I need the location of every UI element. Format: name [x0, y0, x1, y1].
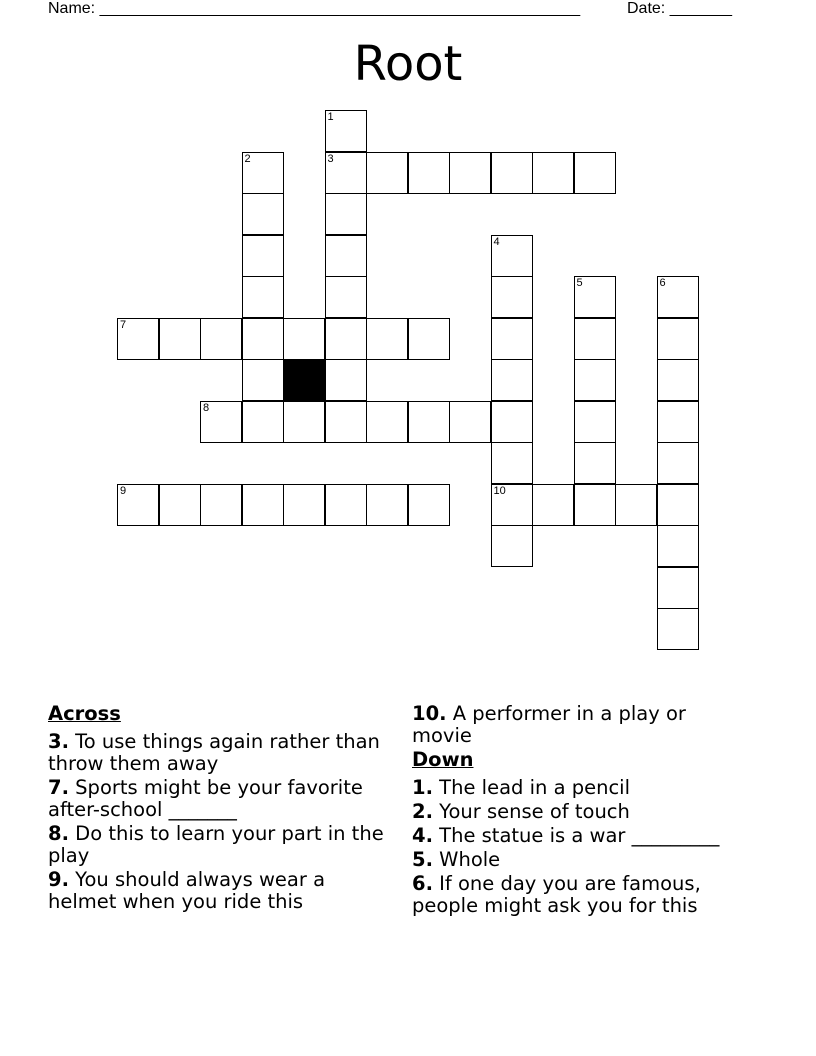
grid-cell[interactable] — [366, 318, 408, 360]
clue-item-text: Do this to learn your part in the play — [48, 822, 384, 867]
clue-item — [412, 703, 742, 747]
grid-cell[interactable] — [532, 152, 574, 194]
grid-cell[interactable] — [657, 484, 699, 526]
grid-cell[interactable] — [491, 525, 533, 567]
clue-item-text: You should always wear a helmet when you ride this — [48, 868, 326, 913]
clue-item-text: Sports might be your favorite after-school _______ — [48, 776, 363, 821]
grid-cell[interactable] — [283, 318, 325, 360]
grid-cell[interactable] — [366, 401, 408, 443]
clue-number: 8 — [203, 401, 210, 414]
grid-cell[interactable] — [242, 235, 284, 277]
clues-column-right — [412, 703, 742, 919]
clue-number: 6 — [659, 277, 666, 289]
grid-cell[interactable] — [242, 276, 284, 318]
grid-cell[interactable] — [574, 401, 616, 443]
grid-cell[interactable] — [325, 484, 367, 526]
black-cell — [283, 359, 325, 401]
clue-item-number: 6. — [412, 872, 433, 895]
grid-cell[interactable] — [408, 484, 450, 526]
clue-number: 9 — [120, 484, 127, 497]
grid-cell[interactable] — [325, 110, 367, 152]
grid-cell[interactable] — [242, 152, 284, 194]
clue-item-number: 1. — [412, 776, 433, 799]
clue-item-text: A performer in a play or movie — [412, 702, 686, 747]
grid-cell[interactable] — [574, 318, 616, 360]
grid-cell[interactable] — [366, 152, 408, 194]
clue-item-number: 7. — [48, 776, 69, 799]
grid-cell[interactable] — [657, 525, 699, 567]
grid-cell[interactable] — [408, 318, 450, 360]
grid-cell[interactable] — [408, 401, 450, 443]
clue-item-number: 2. — [412, 800, 433, 823]
grid-cell[interactable] — [657, 359, 699, 401]
grid-cell[interactable] — [242, 318, 284, 360]
grid-cell[interactable] — [325, 276, 367, 318]
clue-item — [48, 731, 393, 775]
grid-cell[interactable] — [242, 193, 284, 235]
grid-cell[interactable] — [117, 484, 159, 526]
clue-item — [412, 825, 742, 847]
grid-cell[interactable] — [574, 152, 616, 194]
clue-number: 2 — [244, 152, 251, 165]
grid-cell[interactable] — [491, 235, 533, 277]
grid-cell[interactable] — [325, 193, 367, 235]
grid-cell[interactable] — [449, 401, 491, 443]
grid-cell[interactable] — [574, 359, 616, 401]
grid-cell[interactable] — [408, 152, 450, 194]
across-clue-list-continued — [412, 703, 742, 747]
page-title: Root — [353, 36, 463, 92]
grid-cell[interactable] — [283, 401, 325, 443]
clue-item — [48, 869, 393, 913]
grid-cell[interactable] — [615, 484, 657, 526]
grid-cell[interactable] — [657, 276, 699, 318]
clue-item-number: 5. — [412, 848, 433, 871]
clue-item — [412, 849, 742, 871]
grid-cell[interactable] — [242, 484, 284, 526]
grid-cell[interactable] — [159, 484, 201, 526]
grid-cell[interactable] — [491, 318, 533, 360]
grid-cell[interactable] — [283, 484, 325, 526]
grid-cell[interactable] — [325, 152, 367, 194]
grid-cell[interactable] — [574, 442, 616, 484]
grid-cell[interactable] — [200, 318, 242, 360]
grid-cell[interactable] — [657, 567, 699, 609]
clue-number: 7 — [120, 318, 127, 331]
clue-item — [48, 777, 393, 821]
grid-cell[interactable] — [325, 235, 367, 277]
grid-cell[interactable] — [532, 484, 574, 526]
across-heading: Across — [48, 702, 121, 725]
grid-cell[interactable] — [657, 318, 699, 360]
grid-cell[interactable] — [491, 359, 533, 401]
clues-column-left — [48, 703, 393, 915]
clue-number: 5 — [576, 277, 583, 289]
down-heading: Down — [412, 748, 474, 771]
down-clue-list — [412, 777, 742, 917]
grid-cell[interactable] — [449, 152, 491, 194]
clue-item-text: Your sense of touch — [432, 800, 630, 823]
clue-item-text: The lead in a pencil — [432, 776, 631, 799]
across-clue-list — [48, 731, 393, 913]
grid-cell[interactable] — [657, 401, 699, 443]
name-field-label[interactable]: Name: ______________________________________________________ — [48, 0, 581, 17]
clue-item-text: To use things again rather than throw them away — [48, 730, 380, 775]
grid-cell[interactable] — [117, 318, 159, 360]
grid-cell[interactable] — [491, 401, 533, 443]
clue-item-number: 3. — [48, 730, 69, 753]
grid-cell[interactable] — [325, 318, 367, 360]
clue-item-number: 8. — [48, 822, 69, 845]
date-field-label[interactable]: Date: _______ — [627, 0, 732, 17]
grid-cell[interactable] — [200, 484, 242, 526]
clue-item — [412, 777, 742, 799]
grid-cell[interactable] — [242, 401, 284, 443]
grid-cell[interactable] — [491, 442, 533, 484]
clue-item — [412, 801, 742, 823]
grid-cell[interactable] — [325, 401, 367, 443]
grid-cell[interactable] — [491, 484, 533, 526]
clue-number: 1 — [327, 111, 334, 123]
clue-number: 3 — [327, 152, 334, 165]
grid-cell[interactable] — [242, 359, 284, 401]
clue-number: 10 — [493, 484, 506, 497]
grid-cell[interactable] — [366, 484, 408, 526]
clue-item-number: 10. — [412, 702, 447, 725]
clue-item-text: Whole — [432, 848, 501, 871]
grid-cell[interactable] — [574, 276, 616, 318]
grid-cell[interactable] — [574, 484, 616, 526]
grid-cell[interactable] — [657, 608, 699, 650]
grid-cell[interactable] — [325, 359, 367, 401]
clue-item — [412, 873, 742, 917]
grid-cell[interactable] — [159, 318, 201, 360]
clue-item-text: The statue is a war _________ — [432, 824, 720, 847]
clue-item-number: 9. — [48, 868, 69, 891]
clue-item — [48, 823, 393, 867]
grid-cell[interactable] — [491, 276, 533, 318]
grid-cell[interactable] — [200, 401, 242, 443]
grid-cell[interactable] — [657, 442, 699, 484]
grid-cell[interactable] — [491, 152, 533, 194]
clue-item-text: If one day you are famous, people might ask you for this — [412, 872, 701, 917]
clue-item-number: 4. — [412, 824, 433, 847]
clue-number: 4 — [493, 235, 500, 248]
